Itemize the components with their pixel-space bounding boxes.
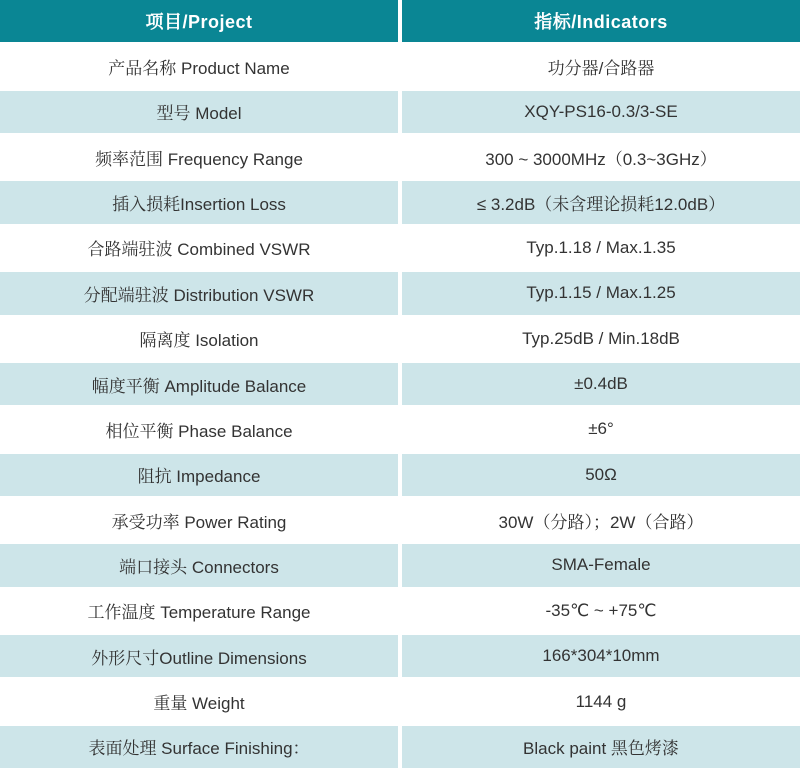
spec-label-cell: 表面处理 Surface Finishing： (0, 726, 402, 771)
spec-value-cell: Typ.1.15 / Max.1.25 (402, 272, 800, 317)
spec-value-cell: 30W（分路）；2W（合路） (402, 499, 800, 544)
spec-label-cell: 阻抗 Impedance (0, 454, 402, 499)
spec-value-cell: XQY-PS16-0.3/3-SE (402, 91, 800, 136)
spec-row-isolation (0, 318, 800, 363)
spec-row-connectors (0, 544, 800, 589)
spec-row-distribution-vswr (0, 272, 800, 317)
spec-row-model (0, 91, 800, 136)
spec-row-outline-dimensions (0, 635, 800, 680)
spec-row-frequency-range (0, 136, 800, 181)
spec-label-cell: 端口接头 Connectors (0, 544, 402, 589)
spec-value-cell: 300 ~ 3000MHz（0.3~3GHz） (402, 136, 800, 181)
table-header-row (0, 0, 800, 45)
spec-row-temperature-range (0, 590, 800, 635)
spec-value-cell: 1144 g (402, 680, 800, 725)
spec-label-cell: 型号 Model (0, 91, 402, 136)
spec-value-cell: ≤ 3.2dB（未含理论损耗12.0dB） (402, 181, 800, 226)
spec-row-product-name (0, 45, 800, 90)
spec-label-cell: 重量 Weight (0, 680, 402, 725)
spec-row-amplitude-balance (0, 363, 800, 408)
spec-row-impedance (0, 454, 800, 499)
spec-row-insertion-loss (0, 181, 800, 226)
spec-value-cell: ±6° (402, 408, 800, 453)
spec-value-cell: 50Ω (402, 454, 800, 499)
spec-label-cell: 工作温度 Temperature Range (0, 590, 402, 635)
spec-label-cell: 合路端驻波 Combined VSWR (0, 227, 402, 272)
spec-label-cell: 频率范围 Frequency Range (0, 136, 402, 181)
header-project-cell: 项目/Project (0, 0, 402, 45)
spec-label-cell: 幅度平衡 Amplitude Balance (0, 363, 402, 408)
spec-value-cell: ±0.4dB (402, 363, 800, 408)
spec-label-cell: 隔离度 Isolation (0, 318, 402, 363)
spec-value-cell: Typ.1.18 / Max.1.35 (402, 227, 800, 272)
spec-value-cell: -35℃ ~ +75℃ (402, 590, 800, 635)
spec-row-phase-balance (0, 408, 800, 453)
header-indicators-cell: 指标/Indicators (402, 0, 800, 45)
spec-label-cell: 相位平衡 Phase Balance (0, 408, 402, 453)
spec-label-cell: 插入损耗Insertion Loss (0, 181, 402, 226)
spec-label-cell: 分配端驻波 Distribution VSWR (0, 272, 402, 317)
spec-row-weight (0, 680, 800, 725)
spec-label-cell: 承受功率 Power Rating (0, 499, 402, 544)
spec-row-power-rating (0, 499, 800, 544)
spec-row-surface-finishing (0, 726, 800, 771)
spec-label-cell: 产品名称 Product Name (0, 45, 402, 90)
spec-value-cell: 功分器/合路器 (402, 45, 800, 90)
spec-value-cell: SMA-Female (402, 544, 800, 589)
spec-row-combined-vswr (0, 227, 800, 272)
spec-value-cell: Typ.25dB / Min.18dB (402, 318, 800, 363)
spec-value-cell: Black paint 黑色烤漆 (402, 726, 800, 771)
spec-value-cell: 166*304*10mm (402, 635, 800, 680)
spec-label-cell: 外形尺寸Outline Dimensions (0, 635, 402, 680)
